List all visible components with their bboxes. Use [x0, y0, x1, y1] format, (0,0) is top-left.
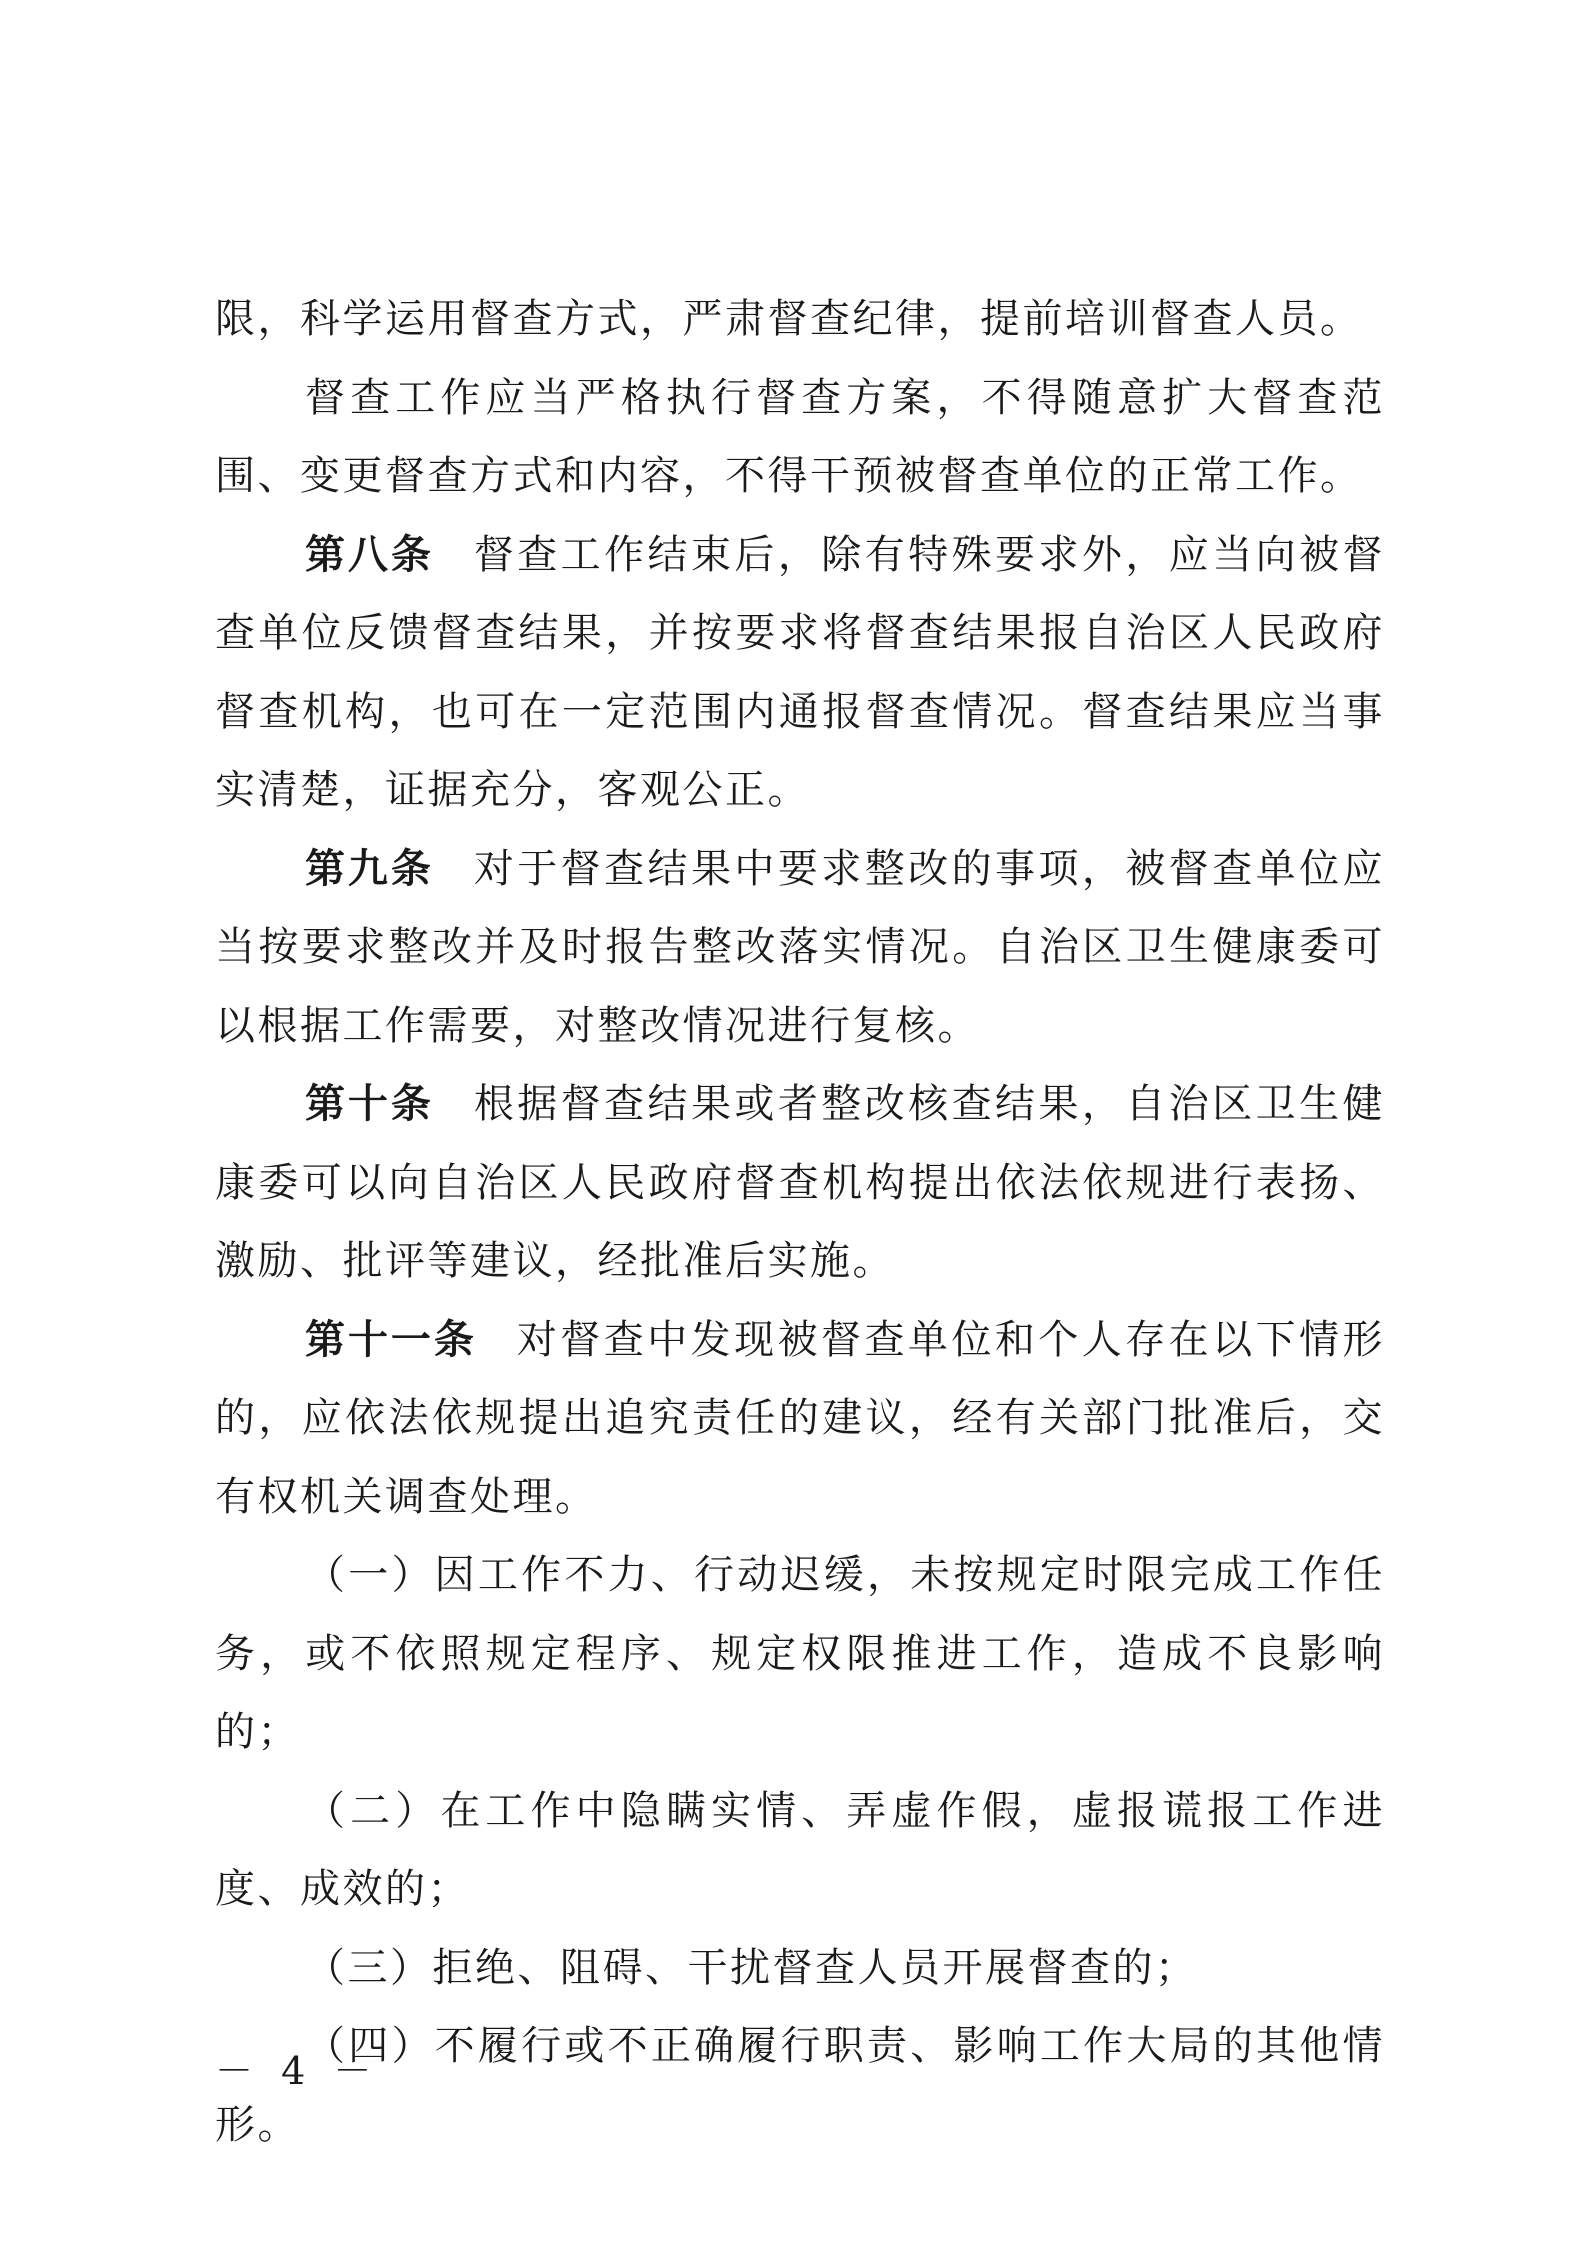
paragraph-continuation — [215, 280, 1385, 359]
page-number: － 4 － — [215, 2049, 380, 2093]
paragraph — [215, 359, 1385, 516]
article-8 — [215, 516, 1385, 830]
paragraph-text: 限，科学运用督查方式，严肃督查纪律，提前培训督查人员。 — [215, 296, 1363, 342]
list-item-2 — [215, 1772, 1385, 1929]
list-item-3 — [215, 1929, 1385, 2008]
article-heading: 第九条 — [305, 845, 434, 892]
paragraph-text: （二）在工作中隐瞒实情、弄虚作假，虚报谎报工作进度、成效的； — [215, 1787, 1385, 1912]
list-item-4 — [215, 2007, 1385, 2164]
document-body — [215, 280, 1385, 2164]
article-heading: 第十条 — [305, 1081, 434, 1127]
paragraph-text: 对于督查结果中要求整改的事项，被督查单位应当按要求整改并及时报告整改落实情况。自治区卫生健康委可以根据工作需要，对整改情况进行复核。 — [215, 845, 1386, 1049]
paragraph-text: 根据督查结果或者整改核查结果，自治区卫生健康委可以向自治区人民政府督查机构提出依法依规进行表扬、激励、批评等建议，经批准后实施。 — [215, 1081, 1386, 1284]
paragraph-text: 对督查中发现被督查单位和个人存在以下情形的，应依法依规提出追究责任的建议，经有关部门批准后，交有权机关调查处理。 — [215, 1316, 1386, 1520]
article-heading: 第八条 — [305, 531, 434, 578]
article-9 — [215, 830, 1385, 1066]
article-heading: 第十一条 — [305, 1316, 477, 1363]
paragraph-text: 督查工作应当严格执行督查方案，不得随意扩大督查范围、变更督查方式和内容，不得干预被督查单位的正常工作。 — [215, 374, 1385, 499]
paragraph-text: （三）拒绝、阻碍、干扰督查人员开展督查的； — [305, 1944, 1198, 1991]
paragraph-text: （四）不履行或不正确履行职责、影响工作大局的其他情形。 — [215, 2023, 1385, 2148]
paragraph-text: （一）因工作不力、行动迟缓，未按规定时限完成工作任务，或不依照规定程序、规定权限推进工作，造成不良影响的； — [215, 1552, 1385, 1755]
article-11 — [215, 1301, 1385, 1537]
article-10 — [215, 1065, 1385, 1301]
paragraph-text: 督查工作结束后，除有特殊要求外，应当向被督查单位反馈督查结果，并按要求将督查结果报自治区人民政府督查机构，也可在一定范围内通报督查情况。督查结果应当事实清楚，证据充分，客观公正。 — [215, 531, 1386, 813]
list-item-1 — [215, 1536, 1385, 1772]
